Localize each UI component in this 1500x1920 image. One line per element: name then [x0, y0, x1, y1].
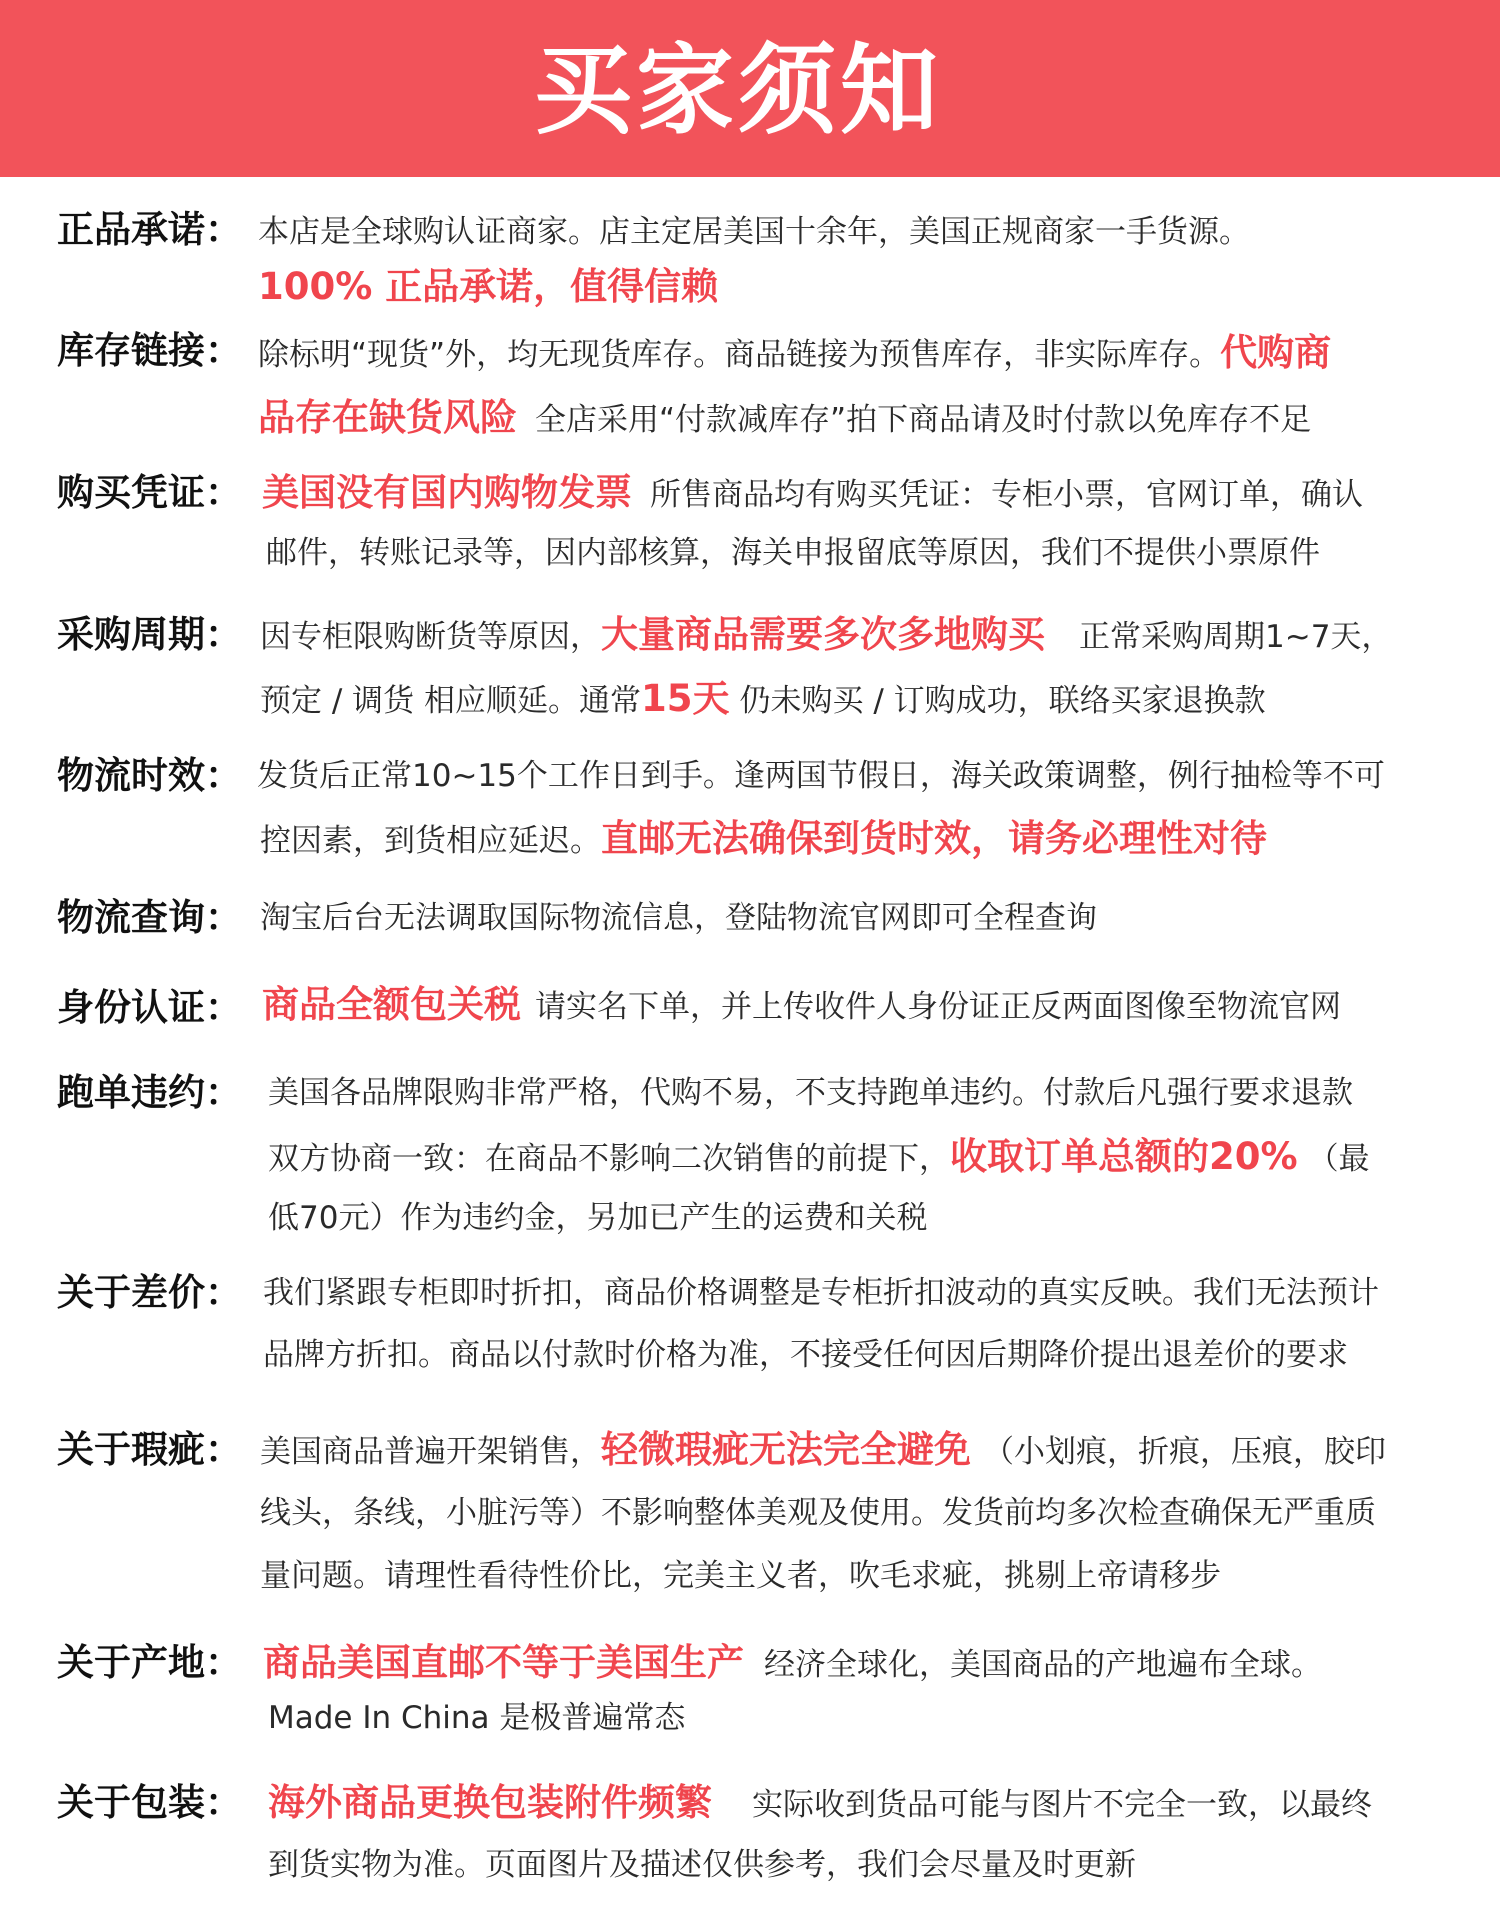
section-label: 物流查询： — [57, 896, 242, 939]
section-text-line: 我们紧跟专柜即时折扣，商品价格调整是专柜折扣波动的真实反映。我们无法预计 — [263, 1275, 1379, 1311]
section-label: 身份认证： — [57, 986, 242, 1029]
section-text-line: 本店是全球购认证商家。店主定居美国十余年，美国正规商家一手货源。 — [258, 214, 1250, 250]
section-label: 正品承诺： — [57, 208, 242, 251]
highlight-text: 收取订单总额的20% — [950, 1135, 1298, 1178]
highlight-text: 海外商品更换包装附件频繁 — [268, 1781, 712, 1824]
section-text-line: 量问题。请理性看待性价比，完美主义者，吹毛求疵，挑剔上帝请移步 — [260, 1558, 1221, 1594]
section-text-line: 商品全额包关税 请实名下单，并上传收件人身份证正反两面图像至物流官网 — [262, 983, 1341, 1026]
section-text-line: 发货后正常10~15个工作日到手。逢两国节假日，海关政策调整，例行抽检等不可 — [257, 758, 1385, 794]
section-label: 关于瑕疵： — [57, 1428, 242, 1471]
highlight-text: 品存在缺货风险 — [258, 396, 517, 439]
section-text-line: 因专柜限购断货等原因，大量商品需要多次多地购买 正常采购周期1~7天， — [260, 613, 1393, 656]
section-text-line: 线头，条线，小脏污等）不影响整体美观及使用。发货前均多次检查确保无严重质 — [260, 1495, 1376, 1531]
section-text-line: 预定 / 调货 相应顺延。通常15天 仍未购买 / 订购成功，联络买家退换款 — [260, 677, 1266, 720]
section-text-line: 控因素，到货相应延迟。直邮无法确保到货时效，请务必理性对待 — [260, 817, 1267, 860]
section-text-line: 美国没有国内购物发票 所售商品均有购买凭证：专柜小票，官网订单，确认 — [262, 471, 1363, 514]
section-text-line — [258, 261, 718, 315]
section-label: 关于产地： — [57, 1641, 242, 1684]
section-label: 采购周期： — [57, 613, 242, 656]
highlight-text: 大量商品需要多次多地购买 — [601, 613, 1045, 656]
section-label: 库存链接： — [57, 329, 242, 372]
highlight-text: 代购商 — [1220, 331, 1332, 374]
section-label: 购买凭证： — [57, 471, 242, 514]
section-label: 跑单违约： — [57, 1071, 242, 1114]
highlight-text: 商品全额包关税 — [262, 983, 521, 1026]
section-text-line: 商品美国直邮不等于美国生产 经济全球化，美国商品的产地遍布全球。 — [263, 1641, 1322, 1684]
highlight-text: 美国没有国内购物发票 — [262, 471, 632, 514]
section-text-line: Made In China 是极普遍常态 — [268, 1700, 686, 1736]
section-text-line: 美国各品牌限购非常严格，代购不易，不支持跑单违约。付款后凡强行要求退款 — [268, 1075, 1353, 1111]
section-label: 关于差价： — [57, 1271, 242, 1314]
section-label: 物流时效： — [57, 754, 242, 797]
section-text-line: 双方协商一致：在商品不影响二次销售的前提下，收取订单总额的20% （最 — [268, 1135, 1370, 1178]
highlight-text: 轻微瑕疵无法完全避免 — [601, 1428, 971, 1471]
section-text-line: 到货实物为准。页面图片及描述仅供参考，我们会尽量及时更新 — [268, 1847, 1136, 1883]
highlight-text: 商品美国直邮不等于美国生产 — [263, 1641, 744, 1684]
section-text-line: 品牌方折扣。商品以付款时价格为准，不接受任何因后期降价提出退差价的要求 — [263, 1337, 1348, 1373]
highlight-text: 直邮无法确保到货时效，请务必理性对待 — [601, 817, 1267, 860]
highlight-text: 15天 — [641, 677, 730, 720]
highlight-text: 100% 正品承诺，值得信赖 — [258, 265, 719, 308]
section-text-line: 邮件，转账记录等，因内部核算，海关申报留底等原因，我们不提供小票原件 — [266, 535, 1320, 571]
section-text-line: 除标明“现货”外，均无现货库存。商品链接为预售库存，非实际库存。代购商 — [258, 331, 1332, 374]
page-title: 买家须知 — [533, 34, 942, 148]
section-text-line: 海外商品更换包装附件频繁 实际收到货品可能与图片不完全一致，以最终 — [268, 1781, 1372, 1824]
section-text-line: 美国商品普遍开架销售，轻微瑕疵无法完全避免 （小划痕，折痕，压痕，胶印 — [260, 1428, 1386, 1471]
header-banner — [0, 0, 1500, 177]
section-text-line: 淘宝后台无法调取国际物流信息，登陆物流官网即可全程查询 — [260, 900, 1097, 936]
section-text-line: 低70元）作为违约金，另加已产生的运费和关税 — [268, 1200, 928, 1236]
section-label: 关于包装： — [57, 1781, 242, 1824]
section-text-line: 品存在缺货风险 全店采用“付款减库存”拍下商品请及时付款以免库存不足 — [258, 396, 1312, 439]
